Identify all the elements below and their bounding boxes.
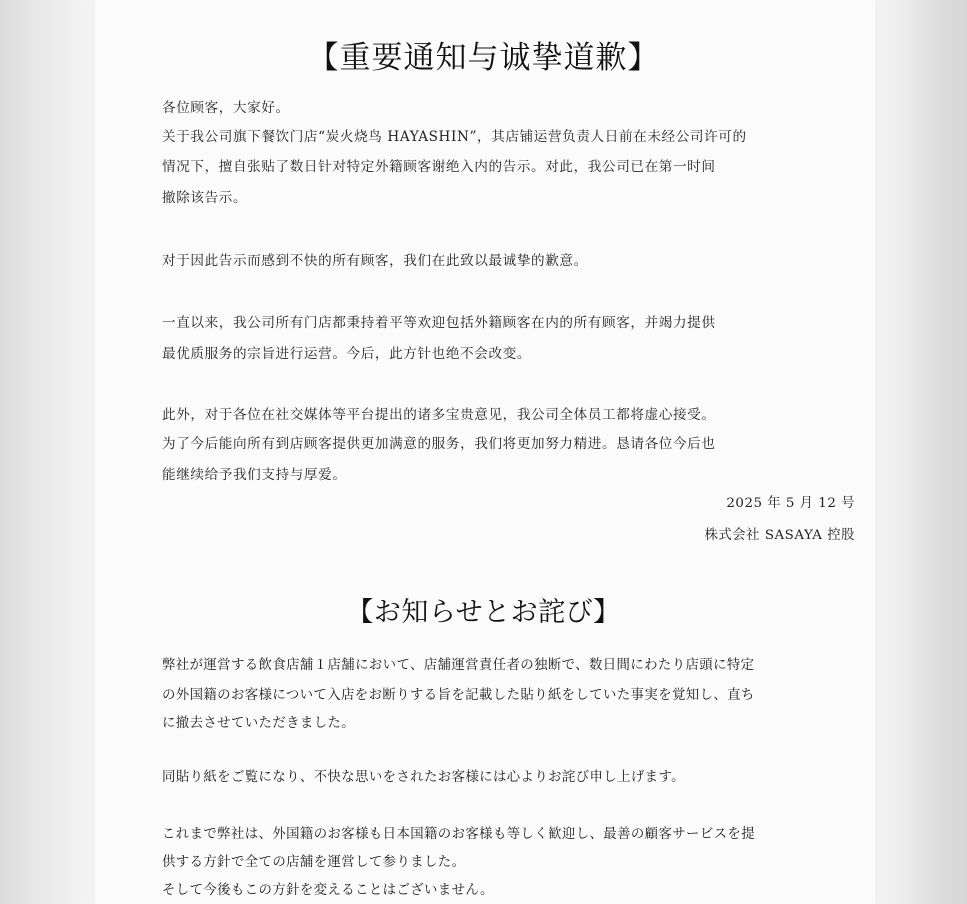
- notice-title-chinese: 【重要通知与诚挚道歉】: [307, 40, 660, 76]
- zh-line-10: 能继续给予我们支持与厚爱。: [162, 467, 347, 483]
- notice-date: 2025 年 5 月 12 号: [726, 496, 855, 511]
- ja-line-3: に撤去させていただきました。: [162, 716, 356, 731]
- zh-line-1: 各位顾客，大家好。: [162, 100, 290, 116]
- zh-line-6: 一直以来，我公司所有门店都秉持着平等欢迎包括外籍顾客在内的所有顾客，并竭力提供: [162, 315, 716, 331]
- ja-line-7: そして今後もこの方針を変えることはございません。: [162, 883, 494, 898]
- zh-line-5: 对于因此告示而感到不快的所有顾客，我们在此致以最诚挚的歉意。: [162, 253, 588, 269]
- ja-line-1: 弊社が運営する飲食店舗１店舗において、店舗運営責任者の独断で、数日間にわたり店頭に特定: [162, 658, 755, 673]
- notice-title-japanese: 【お知らせとお詫び】: [346, 597, 621, 628]
- zh-line-3: 情况下，擅自张贴了数日针对特定外籍顾客谢绝入内的告示。对此，我公司已在第一时间: [162, 159, 716, 175]
- company-signature: 株式会社 SASAYA 控股: [704, 528, 855, 543]
- zh-line-2: 关于我公司旗下餐饮门店“炭火烧鸟 HAYASHIN”，其店铺运营负责人日前在未经公司许可的: [162, 129, 747, 145]
- ja-line-4: 同貼り紙をご覧になり、不快な思いをされたお客様には心よりお詫び申し上げます。: [162, 770, 685, 785]
- ja-line-2: の外国籍のお客様について入店をお断りする旨を記載した貼り紙をしていた事実を覚知し、直ち: [162, 688, 755, 703]
- zh-line-8: 此外，对于各位在社交媒体等平台提出的诸多宝贵意见，我公司全体员工都将虚心接受。: [162, 407, 716, 423]
- zh-line-4: 撤除该告示。: [162, 190, 248, 206]
- zh-line-7: 最优质服务的宗旨进行运营。今后，此方针也绝不会改变。: [162, 346, 532, 362]
- ja-line-6: 供する方針で全ての店舗を運営して参りました。: [162, 855, 466, 870]
- ja-line-5: これまで弊社は、外国籍のお客様も日本国籍のお客様も等しく歓迎し、最善の顧客サービスを提: [162, 827, 755, 842]
- zh-line-9: 为了今后能向所有到店顾客提供更加满意的服务，我们将更加努力精进。恳请各位今后也: [162, 436, 716, 452]
